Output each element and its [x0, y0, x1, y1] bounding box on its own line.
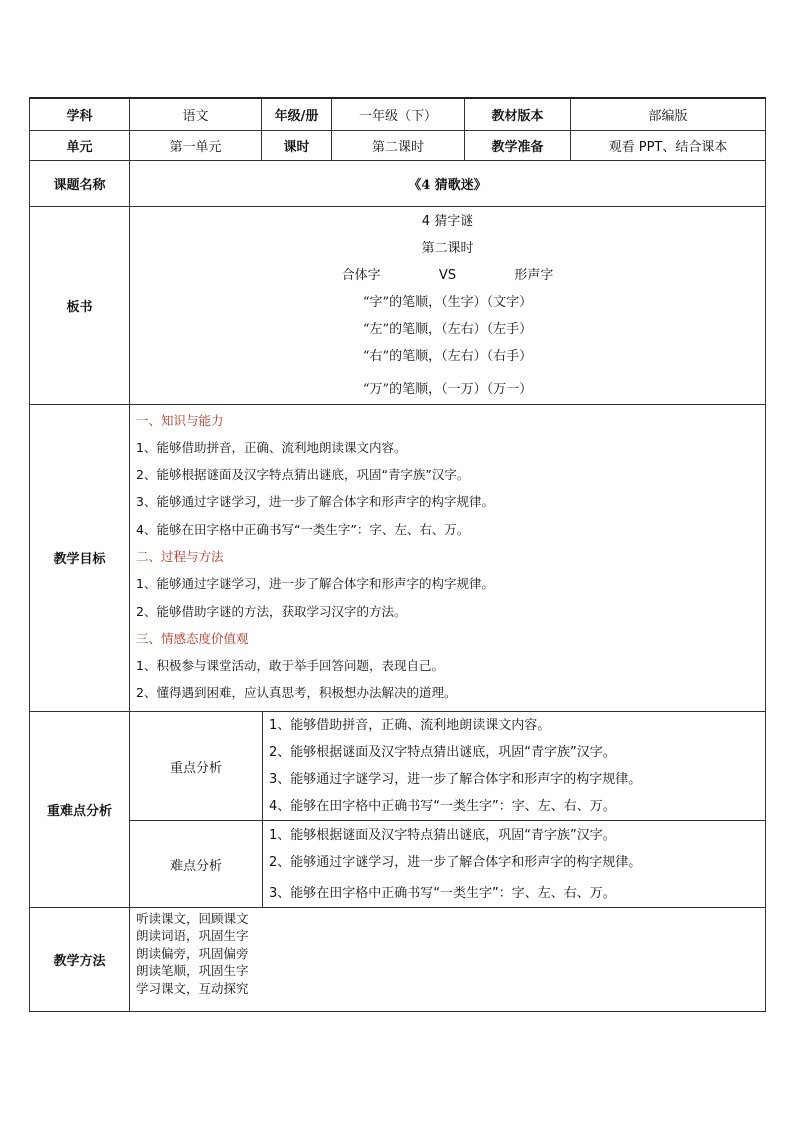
methods-label: 教学方法: [30, 907, 130, 1011]
goals-item: 2、能够根据谜面及汉字特点猜出谜底，巩固“青字族”汉字。: [136, 467, 470, 483]
goals-section-title: 一、知识与能力: [136, 412, 224, 428]
method-item: 朗读偏旁，巩固偏旁: [136, 945, 249, 961]
board-stroke-line: “万”的笔顺，（一万）（万一）: [362, 381, 533, 397]
analysis-row: [30, 711, 766, 907]
board-label: 板书: [30, 206, 130, 404]
edition-label: 教材版本: [465, 98, 571, 130]
key-point-item: 2、能够根据谜面及汉字特点猜出谜底，巩固“青字族”汉字。: [269, 745, 616, 761]
goals-item: 1、能够借助拼音，正确、流利地朗读课文内容。: [136, 439, 407, 455]
difficult-point-item: 1、能够根据谜面及汉字特点猜出谜底，巩固“青字族”汉字。: [269, 827, 616, 843]
edition-value: 部编版: [571, 98, 766, 130]
goals-content: [130, 404, 766, 711]
methods-row: [30, 907, 766, 1011]
key-point-item: 4、能够在田字格中正确书写“一类生字”：字、左、右、万。: [269, 799, 616, 815]
goals-row: [30, 404, 766, 711]
analysis-table: [130, 712, 765, 907]
analysis-label: 重难点分析: [30, 711, 130, 907]
difficult-points-row: [130, 821, 765, 907]
method-item: 朗读笔顺，巩固生字: [136, 963, 249, 979]
goals-label: 教学目标: [30, 404, 130, 711]
board-content: [130, 206, 766, 404]
goals-item: 4、能够在田字格中正确书写“一类生字”：字、左、右、万。: [136, 521, 470, 537]
subject-label: 学科: [30, 98, 130, 130]
board-right-term: 形声字: [514, 267, 554, 283]
goals-item: 1、能够通过字谜学习，进一步了解合体字和形声字的构字规律。: [136, 576, 494, 592]
analysis-content: [130, 711, 766, 907]
key-points-label: 重点分析: [130, 712, 263, 821]
board-left-term: 合体字: [341, 267, 381, 283]
methods-content: [130, 907, 766, 1011]
board-vs: VS: [438, 267, 457, 283]
goals-item: 2、懂得遇到困难，应认真思考，积极想办法解决的道理。: [136, 685, 457, 701]
difficult-points-list: [263, 821, 766, 907]
goals-section-title: 二、过程与方法: [136, 548, 224, 564]
goals-item: 3、能够通过字谜学习，进一步了解合体字和形声字的构字规律。: [136, 494, 494, 510]
topic-title: 《4 猜歌迷》: [130, 160, 766, 206]
unit-label: 单元: [30, 130, 130, 160]
info-row-1: [30, 98, 766, 130]
board-row: [30, 206, 766, 404]
difficult-points-label: 难点分析: [130, 821, 263, 907]
preparation-value: 观看 PPT、结合课本: [571, 130, 766, 160]
key-points-row: [130, 712, 765, 821]
goals-section-title: 三、情感态度价值观: [136, 630, 249, 646]
board-stroke-line: “左”的笔顺，（左右）（左手）: [362, 321, 533, 337]
unit-value: 第一单元: [130, 130, 262, 160]
key-point-item: 1、能够借助拼音，正确、流利地朗读课文内容。: [269, 718, 551, 734]
period-value: 第二课时: [332, 130, 465, 160]
grade-label: 年级/册: [262, 98, 332, 130]
board-line-title: 4 猜字谜: [421, 213, 474, 229]
goals-item: 2、能够借助字谜的方法，获取学习汉字的方法。: [136, 603, 407, 619]
topic-row: [30, 160, 766, 206]
key-point-item: 3、能够通过字谜学习，进一步了解合体字和形声字的构字规律。: [269, 772, 642, 788]
board-stroke-line: “右”的笔顺，（左右）（右手）: [362, 348, 533, 364]
period-label: 课时: [262, 130, 332, 160]
board-stroke-line: “字”的笔顺，（生字）（文字）: [362, 294, 533, 310]
key-points-list: [263, 712, 766, 821]
method-item: 听读课文，回顾课文: [136, 910, 249, 926]
grade-value: 一年级（下）: [332, 98, 465, 130]
subject-value: 语文: [130, 98, 262, 130]
board-line-compare: [130, 262, 765, 289]
board-line-period: 第二课时: [421, 240, 474, 256]
lesson-plan-table: [29, 97, 766, 1012]
goals-item: 1、积极参与课堂活动，敢于举手回答问题，表现自己。: [136, 658, 444, 674]
method-item: 学习课文，互动探究: [136, 980, 249, 996]
preparation-label: 教学准备: [465, 130, 571, 160]
difficult-point-item: 3、能够在田字格中正确书写“一类生字”：字、左、右、万。: [269, 885, 616, 901]
info-row-2: [30, 130, 766, 160]
topic-label: 课题名称: [30, 160, 130, 206]
method-item: 朗读词语，巩固生字: [136, 928, 249, 944]
difficult-point-item: 2、能够通过字谜学习，进一步了解合体字和形声字的构字规律。: [269, 854, 642, 870]
